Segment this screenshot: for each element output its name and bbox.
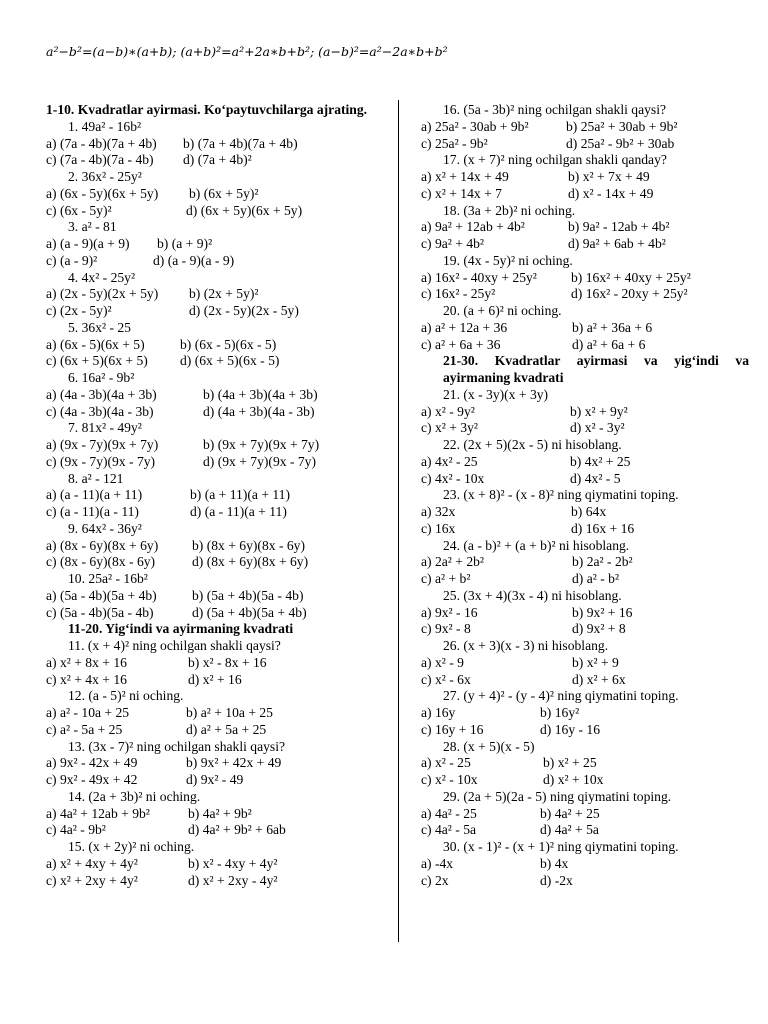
answer-options-row [46,755,394,772]
answer-option: c) 16x [421,520,456,536]
question: 27. (y + 4)² - (y - 4)² ning qiymatini toping. [443,688,679,704]
left-column [46,102,394,889]
answer-options-row [421,320,749,337]
answer-options-row [46,873,394,890]
answer-options-row [421,420,749,437]
answer-options-row [46,856,394,873]
answer-options-row [421,119,749,136]
answer-options-row [46,588,394,605]
answer-option: d) x² - 3y² [570,420,625,436]
answer-option: c) 2x [421,872,449,888]
answer-options-row [421,504,749,521]
question: 12. (a - 5)² ni oching. [68,688,184,704]
answer-option: c) (7a - 4b)(7a - 4b) [46,152,154,168]
answer-options-row [46,655,394,672]
answer-options-row [421,705,749,722]
answer-option: b) x² - 8x + 16 [188,654,267,670]
question: 8. a² - 121 [68,470,124,486]
answer-option: a) x² - 9 [421,654,464,670]
answer-option: a) 25a² - 30ab + 9b² [421,118,529,134]
answer-option: d) (7a + 4b)² [183,152,252,168]
answer-options-row [46,705,394,722]
answer-option: c) 9x² - 49x + 42 [46,772,138,787]
answer-options-row [421,186,749,203]
question: 7. 81x² - 49y² [68,420,142,436]
answer-option: a) x² - 9y² [421,403,475,419]
question: 3. a² - 81 [68,219,117,235]
answer-option: d) a² + 5a + 25 [186,721,267,737]
answer-options-row [421,454,749,471]
answer-option: b) x² + 7x + 49 [568,169,650,184]
answer-option: a) x² - 25 [421,755,471,771]
answer-option: c) 4x² - 10x [421,470,485,486]
answer-option: b) 16y² [540,705,580,720]
answer-options-row [46,253,394,270]
answer-option: d) x² - 14x + 49 [568,185,654,201]
answer-options-row [46,806,394,823]
answer-options-row [421,605,749,622]
answer-option: b) 64x [571,504,607,519]
answer-option: c) (6x - 5y)² [46,202,112,218]
question: 18. (3a + 2b)² ni oching. [443,202,576,218]
answer-option: d) (6x + 5y)(6x + 5y) [186,202,303,218]
answer-options-row [421,404,749,421]
question: 29. (2a + 5)(2a - 5) ning qiymatini toping. [443,788,672,804]
answer-options-row [46,605,394,622]
answer-option: b) 4a² + 9b² [188,805,252,821]
answer-option: d) (2x - 5y)(2x - 5y) [189,303,299,318]
answer-options-row [421,822,749,839]
answer-option: c) 4a² - 5a [421,822,477,838]
answer-option: a) -4x [421,855,454,871]
answer-option: b) (6x + 5y)² [189,185,259,201]
section-heading: 21-30. Kvadratlar ayirmasi va yig‘indi va ayirmaning kvadrati [443,353,749,385]
answer-option: d) 16x² - 20xy + 25y² [571,286,688,302]
answer-option: d) x² + 2xy - 4y² [188,872,278,888]
question: 14. (2a + 3b)² ni oching. [68,788,201,804]
answer-options-row [421,554,749,571]
answer-option: b) (a + 11)(a + 11) [190,487,291,503]
answer-options-row [46,672,394,689]
section-heading: 1-10. Kvadratlar ayirmasi. Ko‘paytuvchilarga ajrating. [46,102,368,117]
answer-options-row [421,873,749,890]
answer-options-row [421,722,749,739]
answer-option: a) 16y [421,705,456,720]
answer-option: c) x² + 4x + 16 [46,671,127,687]
answer-option: b) 9x² + 42x + 49 [186,755,282,771]
question: 1. 49a² - 16b² [68,118,142,134]
answer-option: b) x² - 4xy + 4y² [188,855,278,871]
answer-option: d) (6x + 5)(6x - 5) [180,353,280,369]
answer-options-row [421,471,749,488]
column-divider [398,100,399,942]
answer-option: b) x² + 9y² [570,403,628,419]
question: 25. (3x + 4)(3x - 4) ni hisoblang. [443,587,622,603]
answer-options-row [46,152,394,169]
question: 19. (4x - 5y)² ni oching. [443,252,573,268]
answer-option: c) x² + 2xy + 4y² [46,872,138,888]
answer-option: a) (8x - 6y)(8x + 6y) [46,537,159,553]
answer-option: d) 16y - 16 [540,721,601,737]
answer-options-row [46,404,394,421]
answer-options-row [421,755,749,772]
answer-option: d) (a - 11)(a + 11) [190,504,287,519]
question: 2. 36x² - 25y² [68,169,142,184]
answer-option: a) (7a - 4b)(7a + 4b) [46,135,157,151]
answer-option: c) (4a - 3b)(4a - 3b) [46,403,154,419]
answer-options-row [421,337,749,354]
answer-options-row [46,487,394,504]
answer-option: c) 16x² - 25y² [421,286,496,302]
answer-option: b) a² + 10a + 25 [186,705,273,720]
answer-option: d) 4x² - 5 [570,470,621,486]
answer-option: d) 9x² + 8 [572,621,626,637]
answer-options-row [421,856,749,873]
question: 26. (x + 3)(x - 3) ni hisoblang. [443,638,609,653]
answer-options-row [46,353,394,370]
answer-options-row [46,203,394,220]
answer-option: c) (9x - 7y)(9x - 7y) [46,453,156,469]
answer-option: c) (8x - 6y)(8x - 6y) [46,554,156,570]
answer-option: a) x² + 8x + 16 [46,654,127,670]
answer-option: b) 16x² + 40xy + 25y² [571,269,691,285]
question: 9. 64x² - 36y² [68,520,142,536]
answer-options-row [421,772,749,789]
answer-option: c) 9x² - 8 [421,621,471,637]
answer-option: a) 32x [421,504,456,519]
answer-options-row [46,286,394,303]
answer-options-row [421,219,749,236]
question: 5. 36x² - 25 [68,319,131,335]
answer-option: a) 4x² - 25 [421,453,478,469]
answer-options-row [46,387,394,404]
answer-option: b) x² + 25 [543,755,597,771]
answer-option: c) 16y + 16 [421,721,484,737]
question: 22. (2x + 5)(2x - 5) ni hisoblang. [443,437,622,452]
answer-options-row [421,521,749,538]
answer-options-row [46,186,394,203]
answer-option: b) (5a + 4b)(5a - 4b) [192,587,304,603]
right-column [421,102,749,889]
answer-option: b) 4a² + 25 [540,805,600,821]
answer-options-row [46,554,394,571]
answer-option: b) a² + 36a + 6 [572,319,653,335]
answer-option: a) x² + 14x + 49 [421,169,509,184]
answer-option: a) 4a² - 25 [421,805,477,821]
answer-option: c) 9a² + 4b² [421,236,484,251]
question: 17. (x + 7)² ning ochilgan shakli qanday? [443,152,667,168]
answer-options-row [46,772,394,789]
answer-option: c) 25a² - 9b² [421,135,488,151]
answer-option: a) (a - 11)(a + 11) [46,487,143,503]
answer-option: a) (5a - 4b)(5a + 4b) [46,587,157,603]
answer-option: b) (7a + 4b)(7a + 4b) [183,135,298,151]
answer-option: c) a² + b² [421,571,471,586]
answer-option: d) 4a² + 5a [540,822,599,838]
answer-option: d) -2x [540,872,573,888]
answer-option: d) x² + 16 [188,671,242,687]
answer-option: c) (a - 11)(a - 11) [46,504,139,519]
answer-option: b) 25a² + 30ab + 9b² [566,118,678,134]
question: 10. 25a² - 16b² [68,571,148,586]
answer-options-row [46,722,394,739]
answer-options-row [46,136,394,153]
answer-option: a) 4a² + 12ab + 9b² [46,805,150,821]
answer-option: d) x² + 10x [543,772,604,787]
question: 23. (x + 8)² - (x - 8)² ning qiymatini toping. [443,487,679,503]
question: 21. (x - 3y)(x + 3y) [443,386,549,402]
answer-option: d) (5a + 4b)(5a + 4b) [192,604,307,620]
answer-option: a) (9x - 7y)(9x + 7y) [46,437,159,452]
question: 16. (5a - 3b)² ning ochilgan shakli qaysi? [443,102,667,117]
answer-options-row [421,136,749,153]
answer-option: a) (6x - 5)(6x + 5) [46,336,145,352]
answer-option: d) x² + 6x [572,671,626,687]
answer-option: d) 16x + 16 [571,520,635,536]
answer-options-row [46,504,394,521]
answer-option: c) x² + 14x + 7 [421,185,502,201]
question: 11. (x + 4)² ning ochilgan shakli qaysi? [68,638,281,653]
formulas-line: a²−b²=(a−b)∗(a+b); (a+b)²=a²+2a∗b+b²; (a−b)²=a²−2a∗b+b² [46,44,448,59]
answer-option: b) 4x [540,855,569,871]
answer-option: a) 2a² + 2b² [421,554,484,570]
answer-option: d) 9a² + 6ab + 4b² [568,236,666,251]
answer-option: a) (a - 9)(a + 9) [46,236,130,251]
question: 30. (x - 1)² - (x + 1)² ning qiymatini toping. [443,839,679,854]
answer-option: a) (2x - 5y)(2x + 5y) [46,286,159,302]
question: 28. (x + 5)(x - 5) [443,738,535,754]
answer-option: d) (9x + 7y)(9x - 7y) [203,453,316,469]
answer-option: c) x² - 6x [421,671,471,687]
answer-option: b) (9x + 7y)(9x + 7y) [203,437,320,452]
answer-option: c) a² - 5a + 25 [46,721,123,737]
answer-option: a) (4a - 3b)(4a + 3b) [46,386,157,402]
answer-option: c) (5a - 4b)(5a - 4b) [46,604,154,620]
question: 4. 4x² - 25y² [68,269,136,285]
answer-option: b) (a + 9)² [157,236,213,251]
answer-options-row [421,672,749,689]
answer-option: d) (8x + 6y)(8x + 6y) [192,554,309,570]
answer-option: a) (6x - 5y)(6x + 5y) [46,185,159,201]
answer-option: b) 9x² + 16 [572,604,633,620]
answer-option: c) (6x + 5)(6x + 5) [46,353,148,369]
answer-options-row [421,571,749,588]
answer-option: b) (2x + 5y)² [189,286,259,302]
section-heading: 11-20. Yig‘indi va ayirmaning kvadrati [68,621,294,637]
answer-option: a) a² + 12a + 36 [421,319,508,335]
answer-option: b) 2a² - 2b² [572,554,633,570]
answer-option: d) 25a² - 9b² + 30ab [566,135,675,151]
answer-option: d) a² - b² [572,571,620,586]
answer-options-row [46,538,394,555]
answer-option: c) a² + 6a + 36 [421,336,501,352]
answer-option: b) 9a² - 12ab + 4b² [568,219,670,235]
answer-option: b) (6x - 5)(6x - 5) [180,336,277,352]
answer-option: c) x² + 3y² [421,420,478,436]
answer-option: a) x² + 4xy + 4y² [46,855,138,871]
answer-option: b) (4a + 3b)(4a + 3b) [203,386,318,402]
answer-options-row [421,236,749,253]
answer-options-row [46,303,394,320]
answer-option: b) x² + 9 [572,654,619,670]
answer-option: d) 4a² + 9b² + 6ab [188,822,286,838]
answer-option: d) (a - 9)(a - 9) [153,252,235,268]
answer-options-row [46,236,394,253]
answer-option: d) (4a + 3b)(4a - 3b) [203,403,315,419]
answer-option: c) (2x - 5y)² [46,303,112,318]
answer-options-row [421,169,749,186]
answer-options-row [421,655,749,672]
answer-options-row [421,270,749,287]
answer-option: d) 9x² - 49 [186,772,244,787]
answer-option: b) (8x + 6y)(8x - 6y) [192,537,305,553]
question: 20. (a + 6)² ni oching. [443,303,562,318]
question: 13. (3x - 7)² ning ochilgan shakli qaysi? [68,738,286,754]
answer-option: c) (a - 9)² [46,252,98,268]
answer-option: a) a² - 10a + 25 [46,705,130,720]
question: 24. (a - b)² + (a + b)² ni hisoblang. [443,537,630,553]
answer-options-row [46,454,394,471]
question: 6. 16a² - 9b² [68,370,135,385]
answer-options-row [421,621,749,638]
answer-option: a) 9x² - 42x + 49 [46,755,138,771]
answer-option: b) 4x² + 25 [570,453,631,469]
answer-option: a) 16x² - 40xy + 25y² [421,269,537,285]
answer-options-row [46,822,394,839]
answer-options-row [421,286,749,303]
answer-option: c) x² - 10x [421,772,478,787]
answer-options-row [46,437,394,454]
answer-option: d) a² + 6a + 6 [572,336,646,352]
answer-option: a) 9a² + 12ab + 4b² [421,219,525,235]
answer-option: a) 9x² - 16 [421,604,478,620]
answer-options-row [46,337,394,354]
question: 15. (x + 2y)² ni oching. [68,839,195,854]
answer-options-row [421,806,749,823]
answer-option: c) 4a² - 9b² [46,822,106,838]
